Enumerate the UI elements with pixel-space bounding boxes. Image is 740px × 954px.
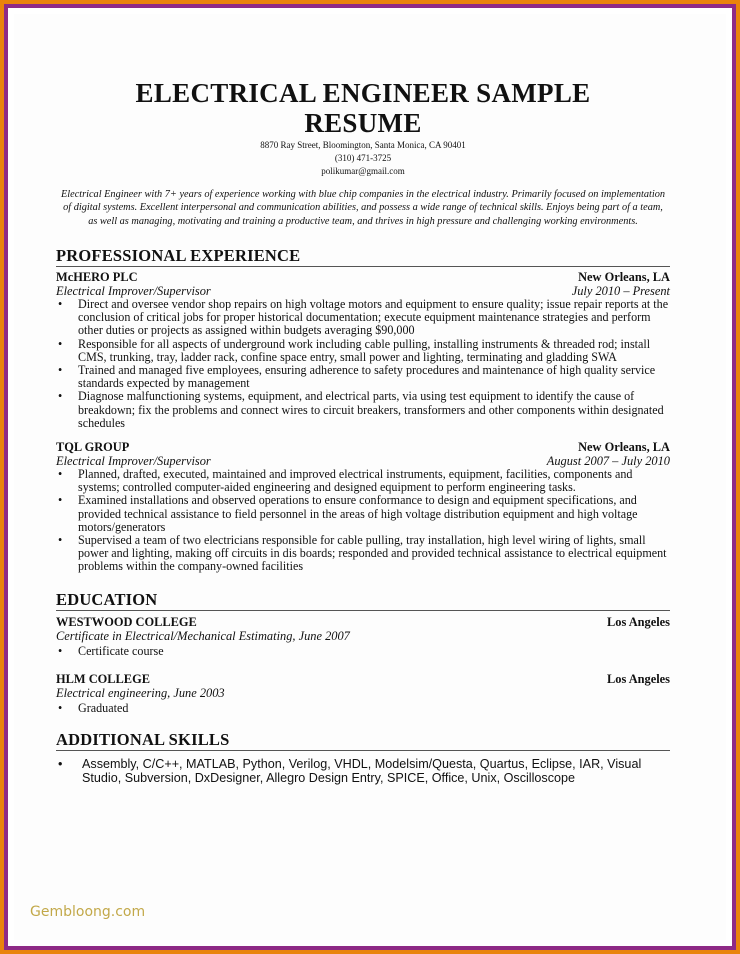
bullet-icon: • xyxy=(58,700,63,715)
education-bullet-list xyxy=(56,702,670,715)
bullet-icon: • xyxy=(58,362,63,377)
list-item: • Responsible for all aspects of underground work including cable pulling, installing instruments & threaded rod; install CMS, trunking, tray, ladder rack, confine space entry, small power and lighting, terminating and gladding SWA xyxy=(58,336,651,364)
resume-title xyxy=(56,78,670,138)
job-entry xyxy=(56,270,670,430)
contact-address: 8870 Ray Street, Bloomington, Santa Monica, CA 90401 xyxy=(260,140,466,150)
title-line-2: RESUME xyxy=(304,108,422,138)
bullet-icon: • xyxy=(58,493,63,508)
education-school: WESTWOOD COLLEGE xyxy=(56,614,197,629)
bullet-icon: • xyxy=(58,532,63,547)
section-heading-skills: ADDITIONAL SKILLS xyxy=(56,731,670,751)
job-bullet-list xyxy=(56,468,670,574)
bullet-icon: • xyxy=(58,756,63,771)
job-bullet-list xyxy=(56,298,670,430)
job-company: TQL GROUP xyxy=(56,439,130,454)
list-item: • Graduated xyxy=(58,700,129,715)
list-item: • Diagnose malfunctioning systems, equipment, and electrical parts, via using test equipment to identify the cause of breakdown; fix the problems and connect wires to circuit breakers, transformers and other components within designated schedules xyxy=(58,389,664,430)
education-detail: Certificate in Electrical/Mechanical Estimating, June 2007 xyxy=(56,628,350,643)
bullet-icon: • xyxy=(58,466,63,481)
job-dates: August 2007 – July 2010 xyxy=(546,453,670,468)
resume-document xyxy=(56,78,670,786)
job-entry xyxy=(56,440,670,574)
job-company: McHERO PLC xyxy=(56,269,138,284)
contact-email: polikumar@gmail.com xyxy=(321,166,405,176)
bullet-icon: • xyxy=(58,643,63,658)
site-watermark: Gembloong.com xyxy=(30,904,146,920)
list-item: • Assembly, C/C++, MATLAB, Python, Verilog, VHDL, Modelsim/Questa, Quartus, Eclipse, IAR, Visual Studio, Subversion, DxDesigner, Allegro Design Entry, SPICE, Office, Unix, Oscilloscope xyxy=(58,756,642,786)
summary-paragraph: Electrical Engineer with 7+ years of experience working with blue chip companies in the electrical industry. Primarily focused on implementation of digital systems. Excellent interpersonal and communication abilities, and possess a wide range of technical skills. Enjoys being part of a team, as well as managing, motivating and training a productive team, and thrives in high pressure and challenging working environments. xyxy=(60,189,666,227)
job-location: New Orleans, LA xyxy=(578,269,670,284)
skills-list xyxy=(56,757,670,786)
list-item: • Trained and managed five employees, ensuring adherence to safety procedures and maintenance of high quality service standards expected by management xyxy=(58,362,656,391)
bullet-icon: • xyxy=(58,336,63,351)
education-school: HLM COLLEGE xyxy=(56,671,150,686)
list-item: • Examined installations and observed operations to ensure conformance to design and equipment specifications, and provided technical assistance to field personnel in the areas of high voltage distribution equipment and high voltage motors/generators xyxy=(58,493,638,534)
education-location: Los Angeles xyxy=(607,614,670,629)
title-line-1: ELECTRICAL ENGINEER SAMPLE xyxy=(135,78,591,108)
job-dates: July 2010 – Present xyxy=(571,283,670,298)
contact-phone: (310) 471-3725 xyxy=(334,153,392,163)
section-heading-experience: PROFESSIONAL EXPERIENCE xyxy=(56,247,670,267)
section-heading-education: EDUCATION xyxy=(56,591,670,611)
bullet-icon: • xyxy=(58,389,63,404)
list-item: • Planned, drafted, executed, maintained and improved electrical instruments, equipment, facilities, components and systems; controlled computer-aided engineering and designed equipment to perform engineering tasks. xyxy=(58,466,633,495)
job-role: Electrical Improver/Supervisor xyxy=(56,453,211,468)
bullet-icon: • xyxy=(58,296,63,311)
contact-block xyxy=(56,139,670,178)
list-item: • Certificate course xyxy=(58,643,164,658)
education-entry xyxy=(56,615,670,658)
job-role: Electrical Improver/Supervisor xyxy=(56,283,211,298)
list-item: • Supervised a team of two electricians responsible for cable pulling, tray installation, high level wiring of lights, small power and lighting, making off circuits in dis boards; responded and provided technical assistance to electrical equipment problems within the company-owned facilities xyxy=(58,532,667,574)
education-detail: Electrical engineering, June 2003 xyxy=(56,685,225,700)
list-item: • Direct and oversee vendor shop repairs on high voltage motors and equipment to ensure quality; issue repair reports at the conclusion of critical jobs for proper historical documentation; execute equipment maintenance strategies and perform other duties or projects as assigned within budgets averaging $90,000 xyxy=(58,296,669,338)
education-entry xyxy=(56,672,670,715)
education-location: Los Angeles xyxy=(607,671,670,686)
education-bullet-list xyxy=(56,645,670,658)
job-location: New Orleans, LA xyxy=(578,439,670,454)
